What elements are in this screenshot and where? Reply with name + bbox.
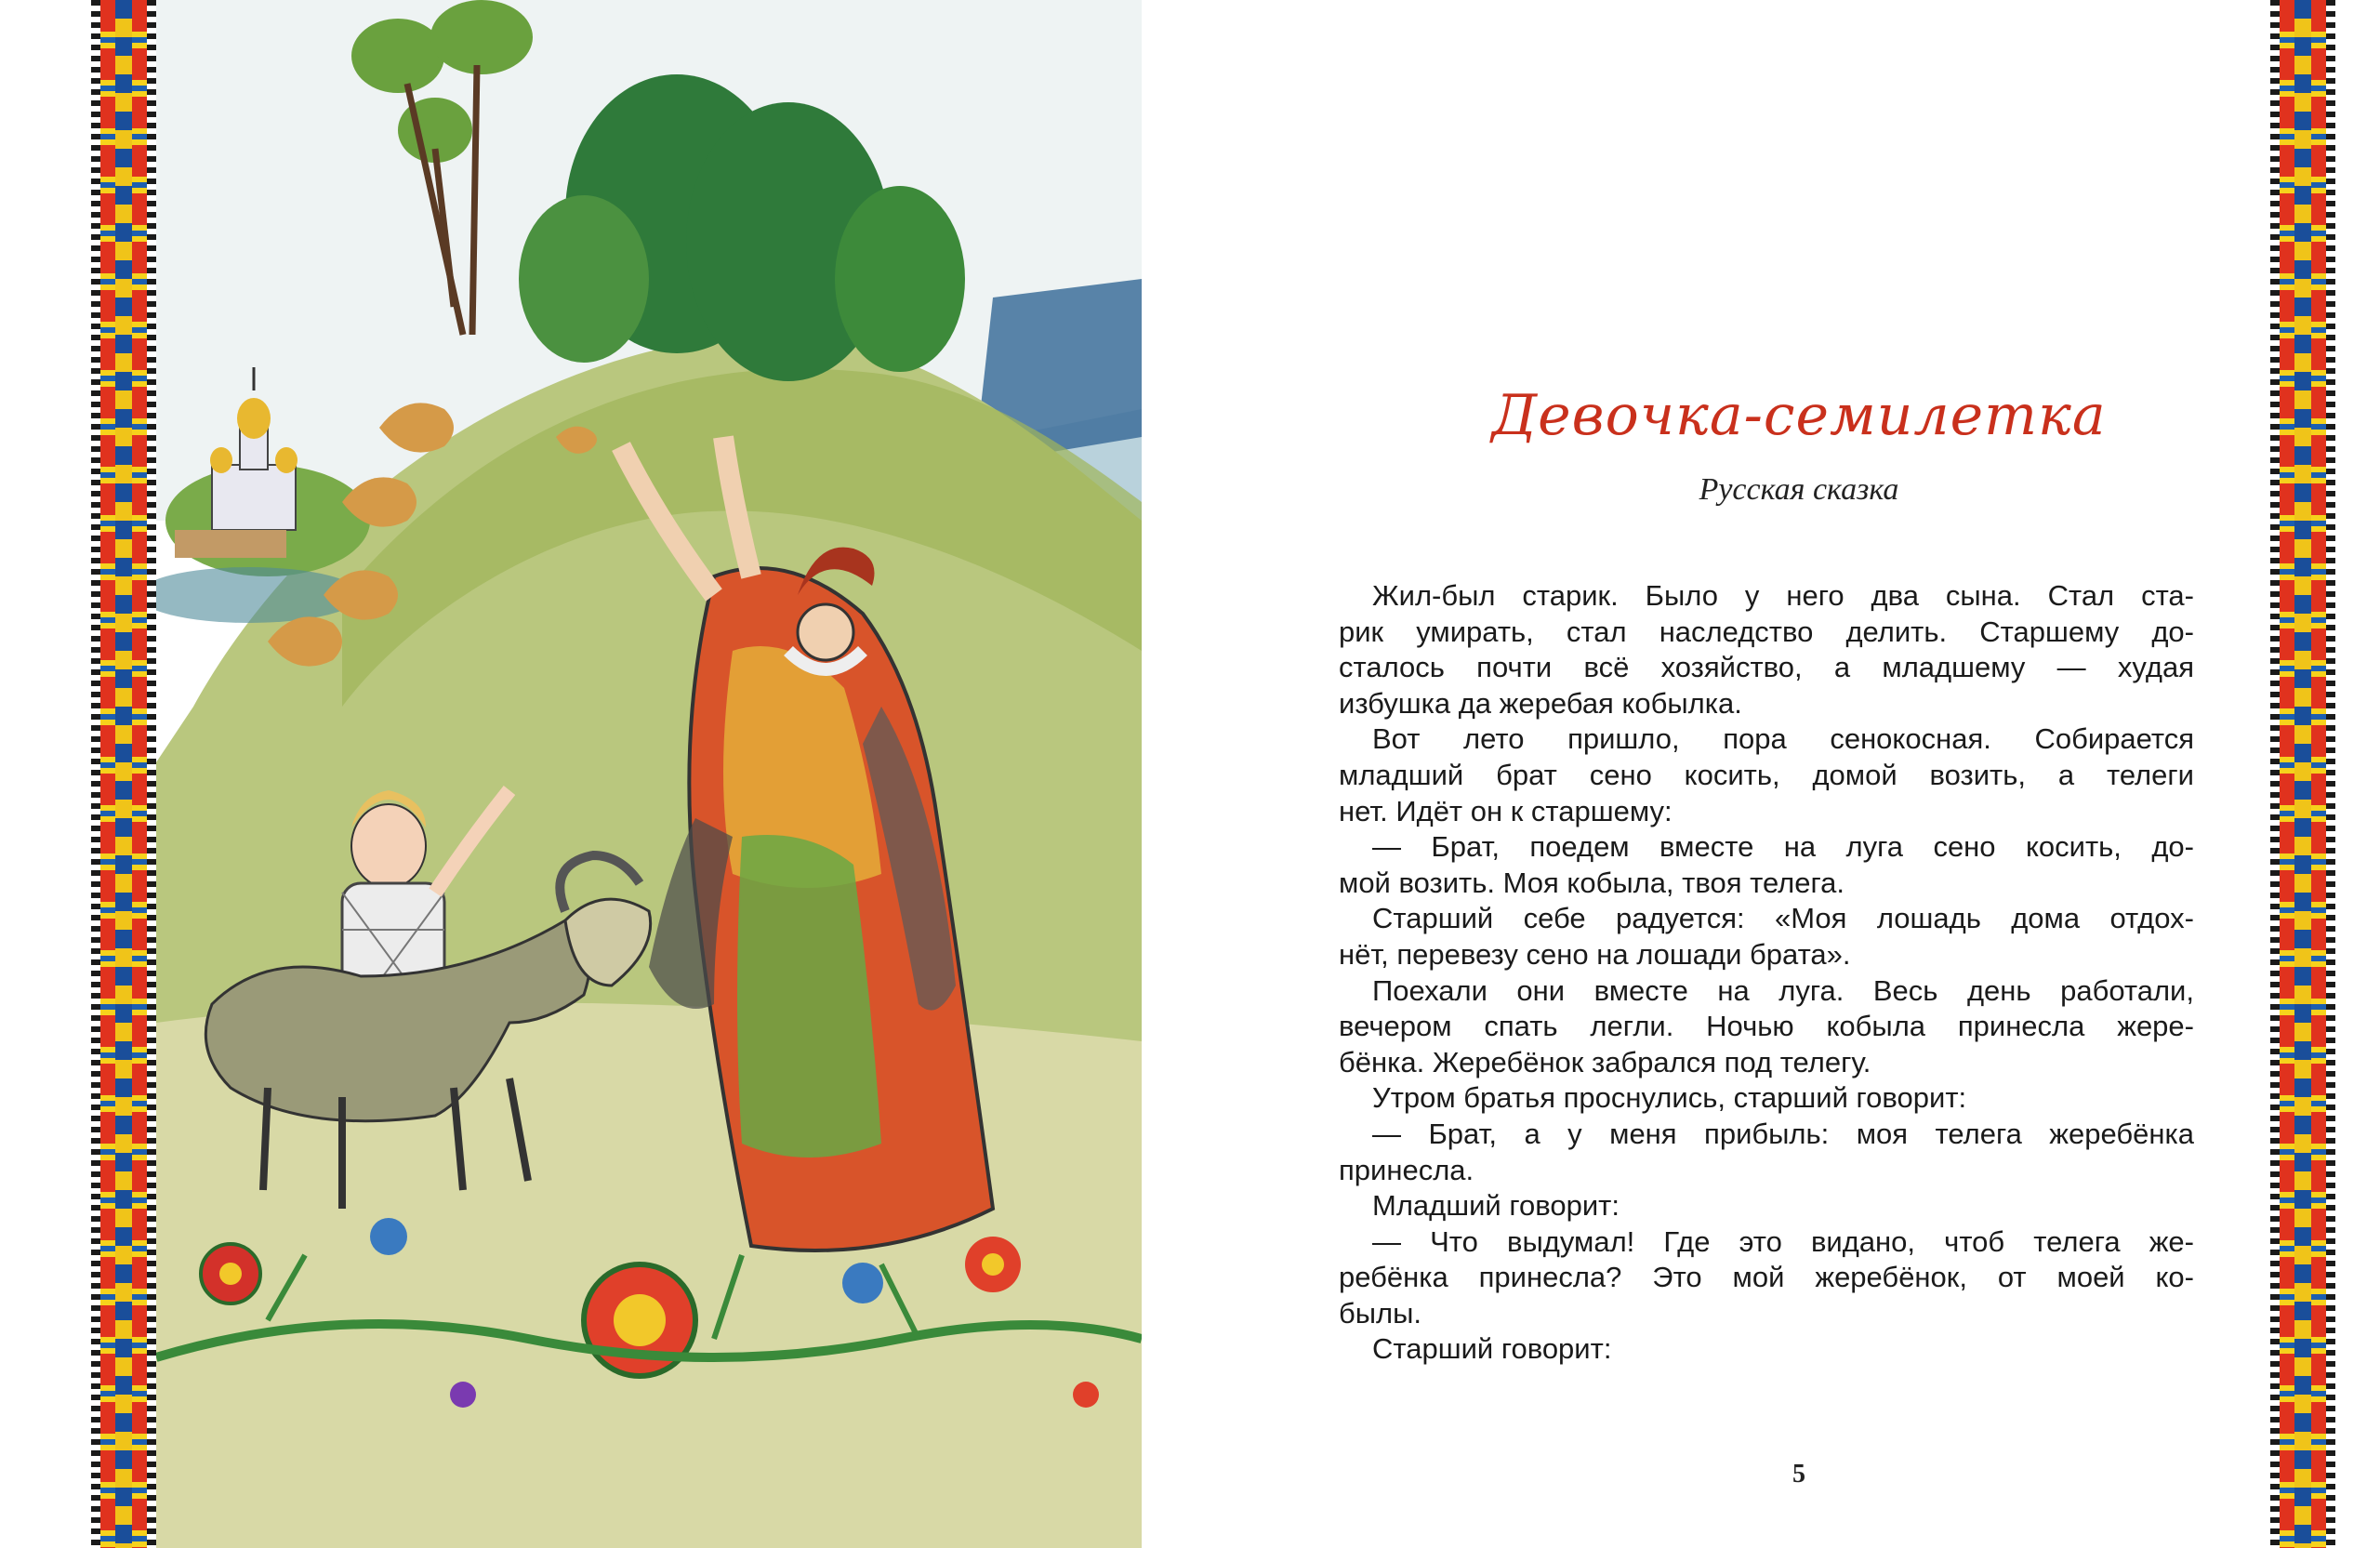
text-line: нёт, перевезу сено на лошади брата». xyxy=(1339,937,1851,971)
story-body xyxy=(1339,578,2194,1368)
text-line: мой возить. Моя кобыла, твоя телега. xyxy=(1339,866,1844,899)
text-line: рик умирать, стал наследство делить. Старшему до- xyxy=(1339,615,2194,648)
text-line: младший брат сено косить, домой возить, а телеги xyxy=(1339,758,2194,791)
text-line: — Брат, а у меня прибыль: моя телега жеребёнка xyxy=(1372,1117,2194,1150)
text-line: Старший себе радуется: «Моя лошадь дома отдох- xyxy=(1372,902,2194,935)
page-number: 5 xyxy=(1792,1460,1805,1488)
text-line: Старший говорит: xyxy=(1372,1332,1612,1366)
story-title: Девочка-семилетка xyxy=(1491,383,2107,448)
text-line: вечером спать легли. Ночью кобыла принесла жере- xyxy=(1339,1010,2194,1043)
ornamental-border-right xyxy=(2270,0,2335,1548)
text-line: Жил-был старик. Было у него два сына. Стал ста- xyxy=(1372,579,2194,612)
ornamental-border-left xyxy=(91,0,156,1548)
text-line: Поехали они вместе на луга. Весь день работали, xyxy=(1372,973,2194,1007)
story-subtitle: Русская сказка xyxy=(1699,472,1899,507)
text-line: Утром братья проснулись, старший говорит: xyxy=(1372,1081,1967,1115)
text-page xyxy=(1329,0,2268,1548)
fairy-tale-illustration xyxy=(156,0,1142,1548)
text-line: — Что выдумал! Где это видано, чтоб телега же- xyxy=(1372,1224,2194,1258)
text-line: избушка да жеребая кобылка. xyxy=(1339,686,1742,720)
text-line: ребёнка принесла? Это мой жеребёнок, от моей ко- xyxy=(1339,1261,2194,1294)
text-line: Младший говорит: xyxy=(1372,1189,1620,1223)
text-line: — Брат, поедем вместе на луга сено косить, до- xyxy=(1372,830,2194,864)
text-line: Вот лето пришло, пора сенокосная. Собирается xyxy=(1372,722,2194,756)
text-line: бёнка. Жеребёнок забрался под телегу. xyxy=(1339,1045,1871,1078)
text-line: сталось почти всё хозяйство, а младшему — худая xyxy=(1339,651,2194,684)
text-line: принесла. xyxy=(1339,1153,1474,1186)
text-line: нет. Идёт он к старшему: xyxy=(1339,794,1673,827)
text-line: былы. xyxy=(1339,1296,1422,1330)
